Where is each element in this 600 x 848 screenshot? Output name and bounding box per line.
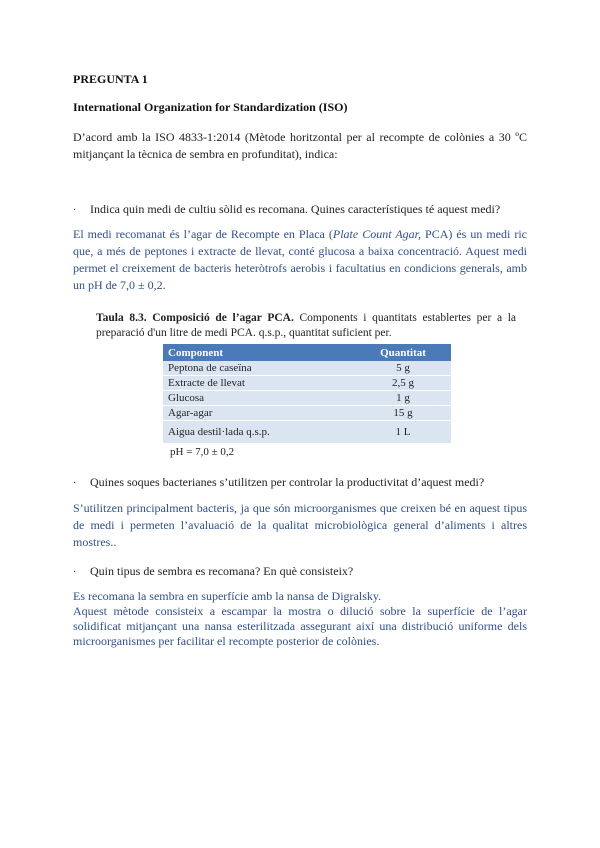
- answer-1-part1: El medi recomanat és l’agar de Recompte en Placa (: [73, 227, 333, 241]
- cell-component: Peptona de caseïna: [163, 361, 355, 376]
- cell-quantity: 1 g: [355, 391, 451, 406]
- question-1: [73, 201, 500, 219]
- table-ph-note: pH = 7,0 ± 0,2: [170, 446, 235, 458]
- question-1-text: Indica quin medi de cultiu sòlid es recomana. Quines característiques té aquest medi?: [90, 202, 501, 216]
- table-row: [163, 391, 451, 406]
- cell-quantity: 1 L: [355, 421, 451, 444]
- answer-3-line1: Es recomana la sembra en superfície amb la nansa de Digralsky.: [73, 589, 382, 603]
- bullet-dot: ·: [73, 478, 77, 489]
- table-row: [163, 376, 451, 391]
- header-quantity: Quantitat: [355, 344, 451, 361]
- bullet-dot: ·: [73, 205, 77, 216]
- composition-table: [163, 344, 451, 443]
- cell-component: Aigua destil·lada q.s.p.: [163, 421, 355, 444]
- table-caption: [96, 311, 516, 341]
- question-title: PREGUNTA 1: [73, 72, 148, 86]
- answer-3-line2: Aquest mètode consisteix a escampar la mostra o dilució sobre la superfície de l’agar solidificat mitjançant una nansa esterilitzada assegurant així una distribució uniforme dels microorganismes per facilitar el recompte posterior de colònies.: [73, 604, 527, 648]
- cell-quantity: 5 g: [355, 361, 451, 376]
- cell-quantity: 2,5 g: [355, 376, 451, 391]
- answer-1-part2: PCA) és un medi ric que, a més de peptones i extracte de llevat, conté glucosa a baixa concentració. Aquest medi permet el creixement de bacteris heteròtrofs aerobis i facultatius en condicions generals, amb un pH de 7,0 ± 0,2.: [73, 227, 527, 292]
- table-row: [163, 421, 451, 444]
- answer-1-italic: Plate Count Agar,: [332, 227, 422, 241]
- table-row: [163, 406, 451, 421]
- table-row: [163, 361, 451, 376]
- table-header-row: [163, 344, 451, 361]
- answer-1: [73, 226, 527, 294]
- table-caption-title: Taula 8.3. Composició de l’agar PCA.: [96, 312, 294, 324]
- question-3-text: Quin tipus de sembra es recomana? En què consisteix?: [90, 564, 354, 578]
- organization-title: International Organization for Standardization (ISO): [73, 100, 348, 114]
- cell-component: Extracte de llevat: [163, 376, 355, 391]
- header-component: Component: [163, 344, 355, 361]
- answer-2: S’utilitzen principalment bacteris, ja que són microorganismes que creixen bé en aquest tipus de medi i permeten l’avaluació de la qualitat microbiològica general d’aliments i altres mostres..: [73, 501, 527, 549]
- cell-component: Agar-agar: [163, 406, 355, 421]
- cell-component: Glucosa: [163, 391, 355, 406]
- question-2: [73, 474, 484, 492]
- table-caption-text: Components i quantitats establertes per a la preparació d'un litre de medi PCA. q.s.p., quantitat suficient per.: [96, 312, 516, 339]
- intro-paragraph: D’acord amb la ISO 4833-1:2014 (Mètode horitzontal per al recompte de colònies a 30 ºC mitjançant la tècnica de sembra en profunditat), indica:: [73, 130, 527, 161]
- question-2-text: Quines soques bacterianes s’utilitzen per controlar la productivitat d’aquest medi?: [90, 475, 485, 489]
- question-3: [73, 563, 353, 581]
- answer-3: [73, 589, 527, 649]
- cell-quantity: 15 g: [355, 406, 451, 421]
- bullet-dot: ·: [73, 567, 77, 578]
